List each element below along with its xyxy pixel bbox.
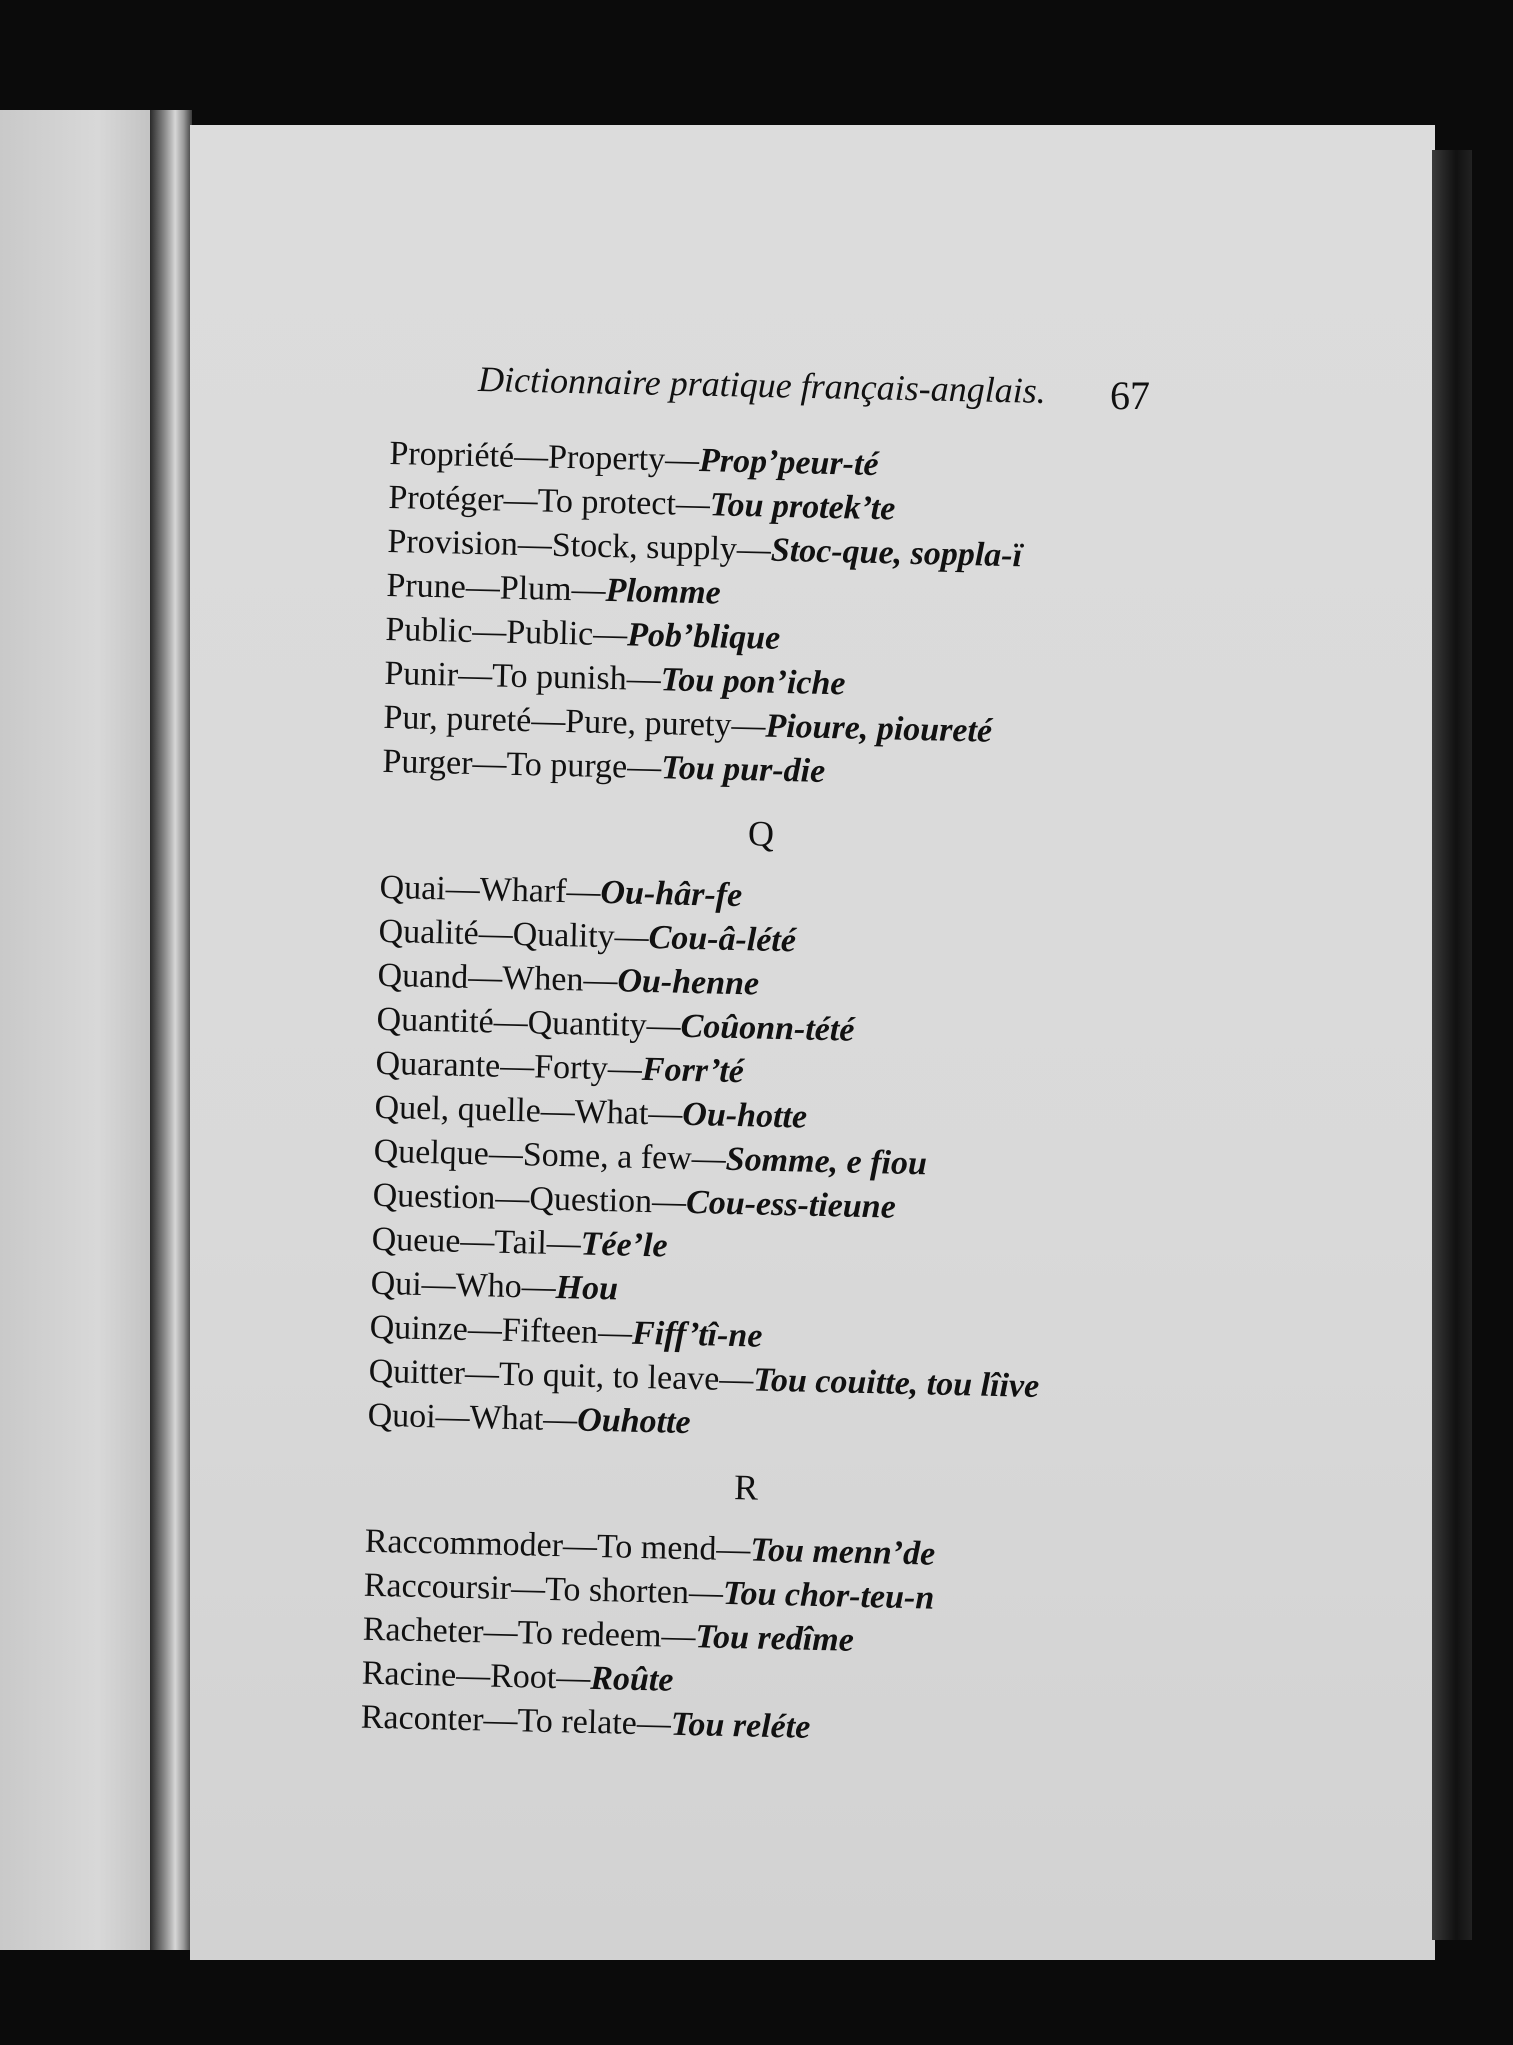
headword: Quitter—To quit, to leave— (368, 1352, 754, 1399)
headword: Qui—Who— (370, 1264, 557, 1306)
headword: Qualité—Quality— (378, 912, 650, 956)
pronunciation: Cou-â-lété (648, 919, 797, 960)
headword: Raccoursir—To shorten— (363, 1566, 724, 1612)
section-q (367, 866, 1160, 1456)
headword: Purger—To purge— (382, 742, 662, 787)
section-letter-r: R (733, 1467, 759, 1508)
pronunciation: Tou chor-teu-n (722, 1574, 935, 1617)
headword: Protéger—To protect— (388, 478, 711, 524)
headword: Racine—Root— (361, 1654, 591, 1697)
headword: Prune—Plum— (386, 566, 607, 609)
pronunciation: Tou menn’de (749, 1531, 936, 1573)
pronunciation: Forr’té (641, 1050, 745, 1091)
headword: Question—Question— (372, 1176, 687, 1221)
running-header: Dictionnaire pratique français-anglais. (477, 359, 1047, 411)
headword: Quelque—Some, a few— (373, 1132, 727, 1178)
headword: Queue—Tail— (371, 1220, 582, 1263)
pronunciation: Hou (555, 1268, 619, 1308)
headword: Provision—Stock, supply— (387, 522, 772, 569)
pronunciation: Tou couitte, tou lîive (752, 1361, 1040, 1405)
pronunciation: Coûonn-tété (680, 1007, 855, 1049)
pronunciation: Cou-ess-tieune (685, 1183, 897, 1226)
pronunciation: Ouhotte (576, 1401, 692, 1442)
headword: Pur, pureté—Pure, purety— (383, 698, 766, 745)
headword: Quantité—Quantity— (376, 1000, 682, 1045)
pronunciation: Plomme (605, 571, 722, 612)
pronunciation: Tou redîme (695, 1618, 855, 1659)
pronunciation: Prop’peur-té (698, 442, 879, 484)
section-r (360, 1520, 1145, 1758)
pronunciation: Fiff’tî-ne (631, 1314, 763, 1355)
headword: Raconter—To relate— (360, 1698, 672, 1743)
book-gutter (150, 110, 192, 1950)
headword: Propriété—Property— (389, 434, 700, 480)
headword: Public—Public— (385, 610, 628, 654)
pronunciation: Pob’blique (626, 616, 781, 657)
pronunciation: Tou pur-die (660, 749, 826, 790)
pronunciation: Pioure, pioureté (765, 707, 993, 750)
headword: Raccommoder—To mend— (364, 1522, 751, 1569)
pronunciation: Tou pon’iche (660, 661, 846, 703)
headword: Quel, quelle—What— (374, 1088, 683, 1133)
pronunciation: Tou protek’te (709, 486, 896, 528)
page-number: 67 (1110, 373, 1150, 418)
pronunciation: Somme, e fiou (725, 1140, 928, 1183)
pronunciation: Roûte (589, 1659, 674, 1699)
dictionary-entries (360, 432, 1169, 1757)
pronunciation: Ou-henne (617, 962, 760, 1003)
pronunciation: Ou-hotte (681, 1095, 808, 1136)
section-letter-q: Q (747, 813, 775, 854)
headword: Racheter—To redeem— (362, 1610, 696, 1656)
pronunciation: Tée’le (580, 1225, 668, 1265)
headword: Punir—To punish— (384, 654, 662, 699)
headword: Quai—Wharf— (379, 868, 601, 911)
pronunciation: Ou-hâr-fe (600, 873, 743, 915)
pronunciation: Stoc-que, soppla-ï (770, 531, 1023, 575)
headword: Quand—When— (377, 956, 618, 1000)
pronunciation: Tou reléte (670, 1705, 811, 1746)
page-edge (1432, 150, 1472, 1940)
section-p (382, 432, 1170, 802)
headword: Quoi—What— (367, 1396, 578, 1439)
headword: Quarante—Forty— (375, 1044, 643, 1088)
headword: Quinze—Fifteen— (369, 1308, 633, 1352)
